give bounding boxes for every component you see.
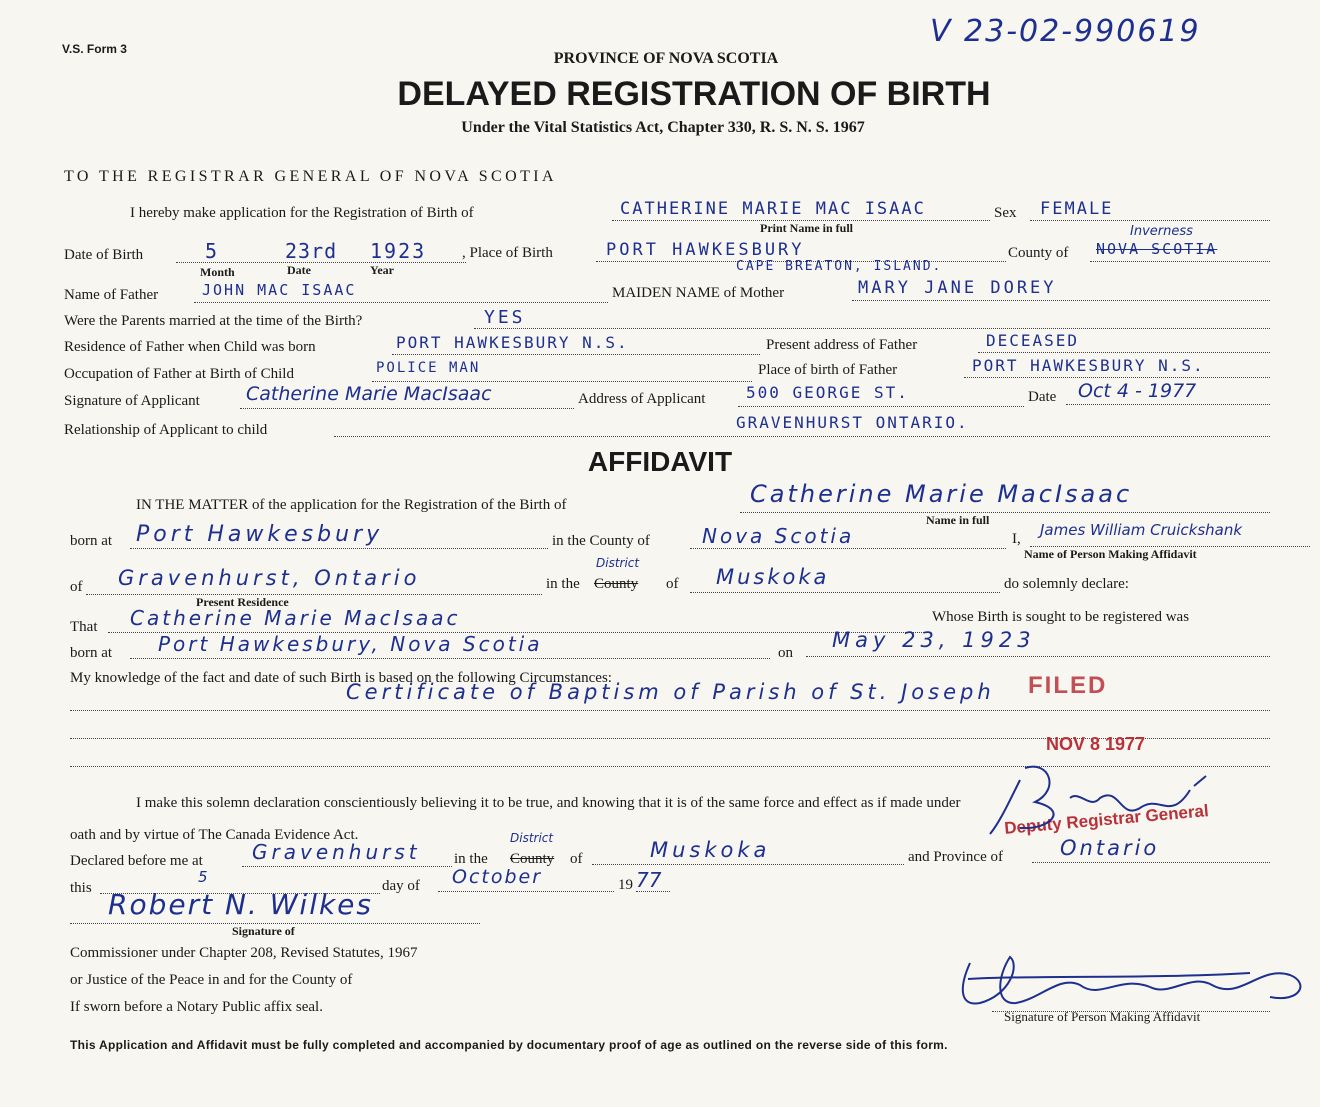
date-label: Date [1028,389,1057,405]
residence-label: Residence of Father when Child was born [64,339,316,355]
married-entry: YES [484,307,526,328]
addressee: TO THE REGISTRAR GENERAL OF NOVA SCOTIA [64,168,557,185]
county-label: County of [1008,245,1069,261]
county-word2-struck: County [510,851,555,867]
form-id: V.S. Form 3 [62,42,127,56]
in-county-label: in the County of [552,533,650,549]
filed-stamp: FILED [1028,672,1108,699]
affidavit-county-entry: Nova Scotia [702,524,855,548]
married-label: Were the Parents married at the time of the Birth? [64,313,363,329]
this-label: this [70,880,92,896]
district-inserted: District [596,556,640,570]
born-at2-entry: Port Hawkesbury, Nova Scotia [158,632,543,656]
in-the2-label: in the [454,851,488,867]
declared-district-entry: Muskoka [650,838,771,862]
present-address-label: Present address of Father [766,337,918,353]
declared-place-entry: Gravenhurst [252,840,421,864]
county-word-struck: County [594,576,639,592]
born-at-label: born at [70,533,113,549]
father-birthplace-label: Place of birth of Father [758,362,898,378]
dob-date: 23rd [285,239,338,263]
father-birthplace-entry: PORT HAWKESBURY N.S. [972,356,1205,375]
month-caption: Month [200,265,235,279]
declaration-line2: oath and by virtue of The Canada Evidence Act. [70,827,359,843]
commissioner-line: Commissioner under Chapter 208, Revised Statutes, 1967 [70,945,418,961]
province-entry: Ontario [1060,836,1160,860]
sex-label: Sex [994,205,1017,221]
matter-name: Catherine Marie MacIsaac [750,480,1133,508]
deponent-entry: James William Cruickshank [1040,521,1243,539]
application-intro: I hereby make application for the Registration of Birth of [130,205,474,221]
province-heading: PROVINCE OF NOVA SCOTIA [553,50,779,67]
present-address-entry: DECEASED [986,331,1080,350]
day-entry: 5 [198,868,208,886]
print-name-caption: Print Name in full [760,221,853,235]
dob-year: 1923 [370,239,427,263]
address-line2: GRAVENHURST ONTARIO. [736,413,969,432]
born-at2-label: born at [70,645,113,661]
in-the-label: in the [546,576,580,592]
province-label: and Province of [908,849,1003,865]
of-label: of [70,579,83,595]
child-name-entry: CATHERINE MARIE MAC ISAAC [620,199,926,219]
that-name-entry: Catherine Marie MacIsaac [130,606,461,630]
place-label: , Place of Birth [462,245,553,261]
footer-note: This Application and Affidavit must be fully completed and accompanied by documentary proof of age as outlined on the reverse side of this form. [70,1038,948,1052]
notary-line: If sworn before a Notary Public affix seal. [70,999,323,1015]
dob-month: 5 [205,239,220,263]
circumstances-entry: Certificate of Baptism of Parish of St. Joseph [346,680,995,704]
whose-label: Whose Birth is sought to be registered was [932,609,1190,625]
knowledge-label: My knowledge of the fact and date of such Birth is based on the following Circumstances: [70,670,612,686]
place-extra-entry: CAPE BREATON, ISLAND. [736,259,943,274]
day-of-label: day of [382,878,420,894]
district-entry: Muskoka [716,565,830,589]
address-line1: 500 GEORGE ST. [746,383,909,402]
stamp-title: Deputy Registrar General [1003,801,1210,838]
form-subtitle: Under the Vital Statistics Act, Chapter 330, R. S. N. S. 1967 [461,119,865,136]
file-number: V 23-02-990619 [930,14,1201,49]
occupation-label: Occupation of Father at Birth of Child [64,366,294,382]
occupation-entry: POLICE MAN [376,360,481,376]
that-label: That [70,619,98,635]
declare-label: do solemnly declare: [1004,576,1129,592]
application-date: Oct 4 - 1977 [1078,380,1197,402]
year-caption: Year [370,263,394,277]
date-caption: Date [287,263,311,277]
declared-label: Declared before me at [70,853,203,869]
deponent-caption: Name of Person Making Affidavit [1024,547,1197,561]
year-suffix-entry: 77 [636,868,662,892]
born-on-entry: May 23, 1923 [832,628,1036,652]
district2-inserted: District [510,831,554,845]
residence-entry-affidavit: Gravenhurst, Ontario [118,566,421,590]
month-entry: October [452,866,543,888]
registrar-signature-mark [980,750,1240,840]
signature-label: Signature of Applicant [64,393,200,409]
mother-entry: MARY JANE DOREY [858,278,1057,298]
deponent-signature-mark [950,945,1320,1015]
name-full-caption: Name in full [926,513,990,527]
residence-caption: Present Residence [196,595,289,609]
mother-label: MAIDEN NAME of Mother [612,285,785,301]
father-label: Name of Father [64,287,159,303]
declaration-line1: I make this solemn declaration conscientiously believing it to be true, and knowing that it is of the same force and effect as if made under [136,795,961,811]
applicant-signature: Catherine Marie MacIsaac [246,383,492,405]
signature-of-caption: Signature of [232,924,295,938]
sex-entry: FEMALE [1040,199,1114,219]
born-at-entry: Port Hawkesbury [136,522,384,547]
dob-label: Date of Birth [64,247,144,263]
form-title: DELAYED REGISTRATION OF BIRTH [397,75,991,113]
stamp-date: NOV 8 1977 [1046,734,1146,754]
of-word: of [666,576,679,592]
county-inserted: Inverness [1130,224,1193,239]
on-label: on [778,645,793,661]
matter-label: IN THE MATTER of the application for the Registration of the Birth of [136,497,567,513]
of2-label: of [570,851,583,867]
residence-entry: PORT HAWKESBURY N.S. [396,333,629,352]
year-prefix: 19 [618,877,633,893]
affidavit-heading: AFFIDAVIT [587,446,733,477]
place-entry: PORT HAWKESBURY [606,240,805,260]
commissioner-signature: Robert N. Wilkes [108,888,373,921]
address-label: Address of Applicant [578,391,706,407]
i-label: I, [1012,531,1021,547]
county-struck: NOVA SCOTIA [1096,240,1218,258]
relationship-label: Relationship of Applicant to child [64,422,268,438]
deponent-signature-caption: Signature of Person Making Affidavit [1004,1009,1201,1024]
father-entry: JOHN MAC ISAAC [202,281,357,299]
justice-line: or Justice of the Peace in and for the County of [70,972,353,988]
